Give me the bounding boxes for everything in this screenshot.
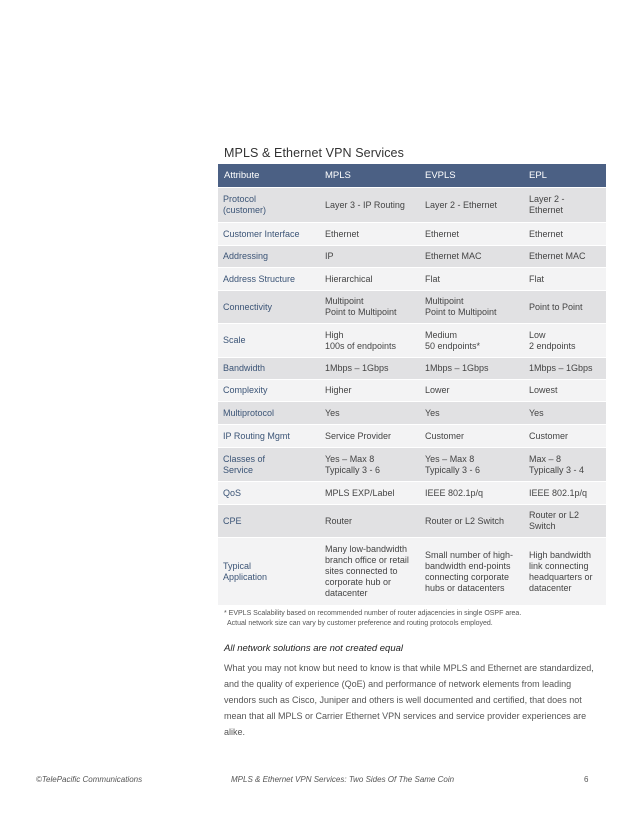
table-cell: Hierarchical [320, 268, 420, 291]
table-row [218, 538, 606, 606]
column-header-epl: EPL [524, 164, 606, 188]
row-attribute-label: Classes of Service [218, 448, 320, 482]
row-attribute-label: Typical Application [218, 538, 320, 606]
subheading: All network solutions are not created equal [224, 643, 404, 654]
table-cell: Layer 2 - Ethernet [420, 188, 524, 223]
row-attribute-label: CPE [218, 505, 320, 538]
table-row [218, 246, 606, 268]
column-header-mpls: MPLS [320, 164, 420, 188]
table-cell: Low 2 endpoints [524, 324, 606, 358]
table-cell: Router or L2 Switch [524, 505, 606, 538]
table-cell: Yes [420, 402, 524, 425]
table-cell: Flat [420, 268, 524, 291]
table-cell: Max – 8 Typically 3 - 4 [524, 448, 606, 482]
table-row [218, 505, 606, 538]
table-cell: IP [320, 246, 420, 268]
table-row [218, 448, 606, 482]
table-cell: Yes – Max 8 Typically 3 - 6 [420, 448, 524, 482]
table-cell: Medium 50 endpoints* [420, 324, 524, 358]
table-cell: Lowest [524, 380, 606, 402]
comparison-table [218, 164, 606, 606]
row-attribute-label: Address Structure [218, 268, 320, 291]
row-attribute-label: Bandwidth [218, 358, 320, 380]
table-cell: Service Provider [320, 425, 420, 448]
footnote-line-2: Actual network size can vary by customer preference and routing protocols employed. [227, 620, 493, 627]
table-cell: Ethernet MAC [420, 246, 524, 268]
table-cell: Customer [524, 425, 606, 448]
row-attribute-label: Scale [218, 324, 320, 358]
table-cell: Many low-bandwidth branch office or retail sites connected to corporate hub or datacenter [320, 538, 420, 606]
table-cell: Flat [524, 268, 606, 291]
table-row [218, 425, 606, 448]
row-attribute-label: QoS [218, 482, 320, 505]
table-cell: Router [320, 505, 420, 538]
table-row [218, 402, 606, 425]
column-header-attribute: Attribute [218, 164, 320, 188]
table-cell: Customer [420, 425, 524, 448]
table-cell: MPLS EXP/Label [320, 482, 420, 505]
table-cell: Yes – Max 8 Typically 3 - 6 [320, 448, 420, 482]
table-cell: Lower [420, 380, 524, 402]
table-cell: Ethernet [524, 223, 606, 246]
table-cell: Ethernet [320, 223, 420, 246]
row-attribute-label: Protocol (customer) [218, 188, 320, 223]
column-header-evpls: EVPLS [420, 164, 524, 188]
row-attribute-label: IP Routing Mgmt [218, 425, 320, 448]
row-attribute-label: Addressing [218, 246, 320, 268]
footer-document-title: MPLS & Ethernet VPN Services: Two Sides Of The Same Coin [231, 775, 455, 784]
footnote [224, 609, 604, 629]
footer-copyright: ©TelePacific Communications [36, 775, 143, 784]
body-paragraph: What you may not know but need to know is that while MPLS and Ethernet are standardized, and the quality of experience (QoE) and performance of network elements from leading vendors such as Cisco, Juniper and others is well documented and certified, that does not mean that all MPLS or Carrier Ethernet VPN services and service provider experiences are alike. [224, 663, 594, 737]
table-row [218, 358, 606, 380]
table-cell: Yes [524, 402, 606, 425]
table-cell: Ethernet MAC [524, 246, 606, 268]
row-attribute-label: Customer Interface [218, 223, 320, 246]
table-row [218, 188, 606, 223]
table-cell: 1Mbps – 1Gbps [524, 358, 606, 380]
section-title: MPLS & Ethernet VPN Services [224, 146, 404, 160]
table-cell: Point to Point [524, 291, 606, 324]
table-cell: 1Mbps – 1Gbps [420, 358, 524, 380]
table-cell: Multipoint Point to Multipoint [320, 291, 420, 324]
table-row [218, 291, 606, 324]
table-row [218, 482, 606, 505]
footnote-line-1: * EVPLS Scalability based on recommended number of router adjacencies in single OSPF area. [224, 610, 522, 617]
table-row [218, 324, 606, 358]
row-attribute-label: Connectivity [218, 291, 320, 324]
row-attribute-label: Complexity [218, 380, 320, 402]
table-cell: IEEE 802.1p/q [420, 482, 524, 505]
table-cell: Multipoint Point to Multipoint [420, 291, 524, 324]
table-cell: IEEE 802.1p/q [524, 482, 606, 505]
table-cell: Higher [320, 380, 420, 402]
table-cell: Layer 3 - IP Routing [320, 188, 420, 223]
row-attribute-label: Multiprotocol [218, 402, 320, 425]
table-cell: High bandwidth link connecting headquarters or datacenter [524, 538, 606, 606]
table-row [218, 380, 606, 402]
table-row [218, 223, 606, 246]
table-row [218, 268, 606, 291]
table-header-row [218, 164, 606, 188]
table-cell: Layer 2 - Ethernet [524, 188, 606, 223]
table-cell: Router or L2 Switch [420, 505, 524, 538]
table-cell: High 100s of endpoints [320, 324, 420, 358]
page-number: 6 [584, 775, 589, 784]
table-cell: Small number of high- bandwidth end-points connecting corporate hubs or datacenters [420, 538, 524, 606]
table-cell: Ethernet [420, 223, 524, 246]
table-cell: 1Mbps – 1Gbps [320, 358, 420, 380]
table-cell: Yes [320, 402, 420, 425]
